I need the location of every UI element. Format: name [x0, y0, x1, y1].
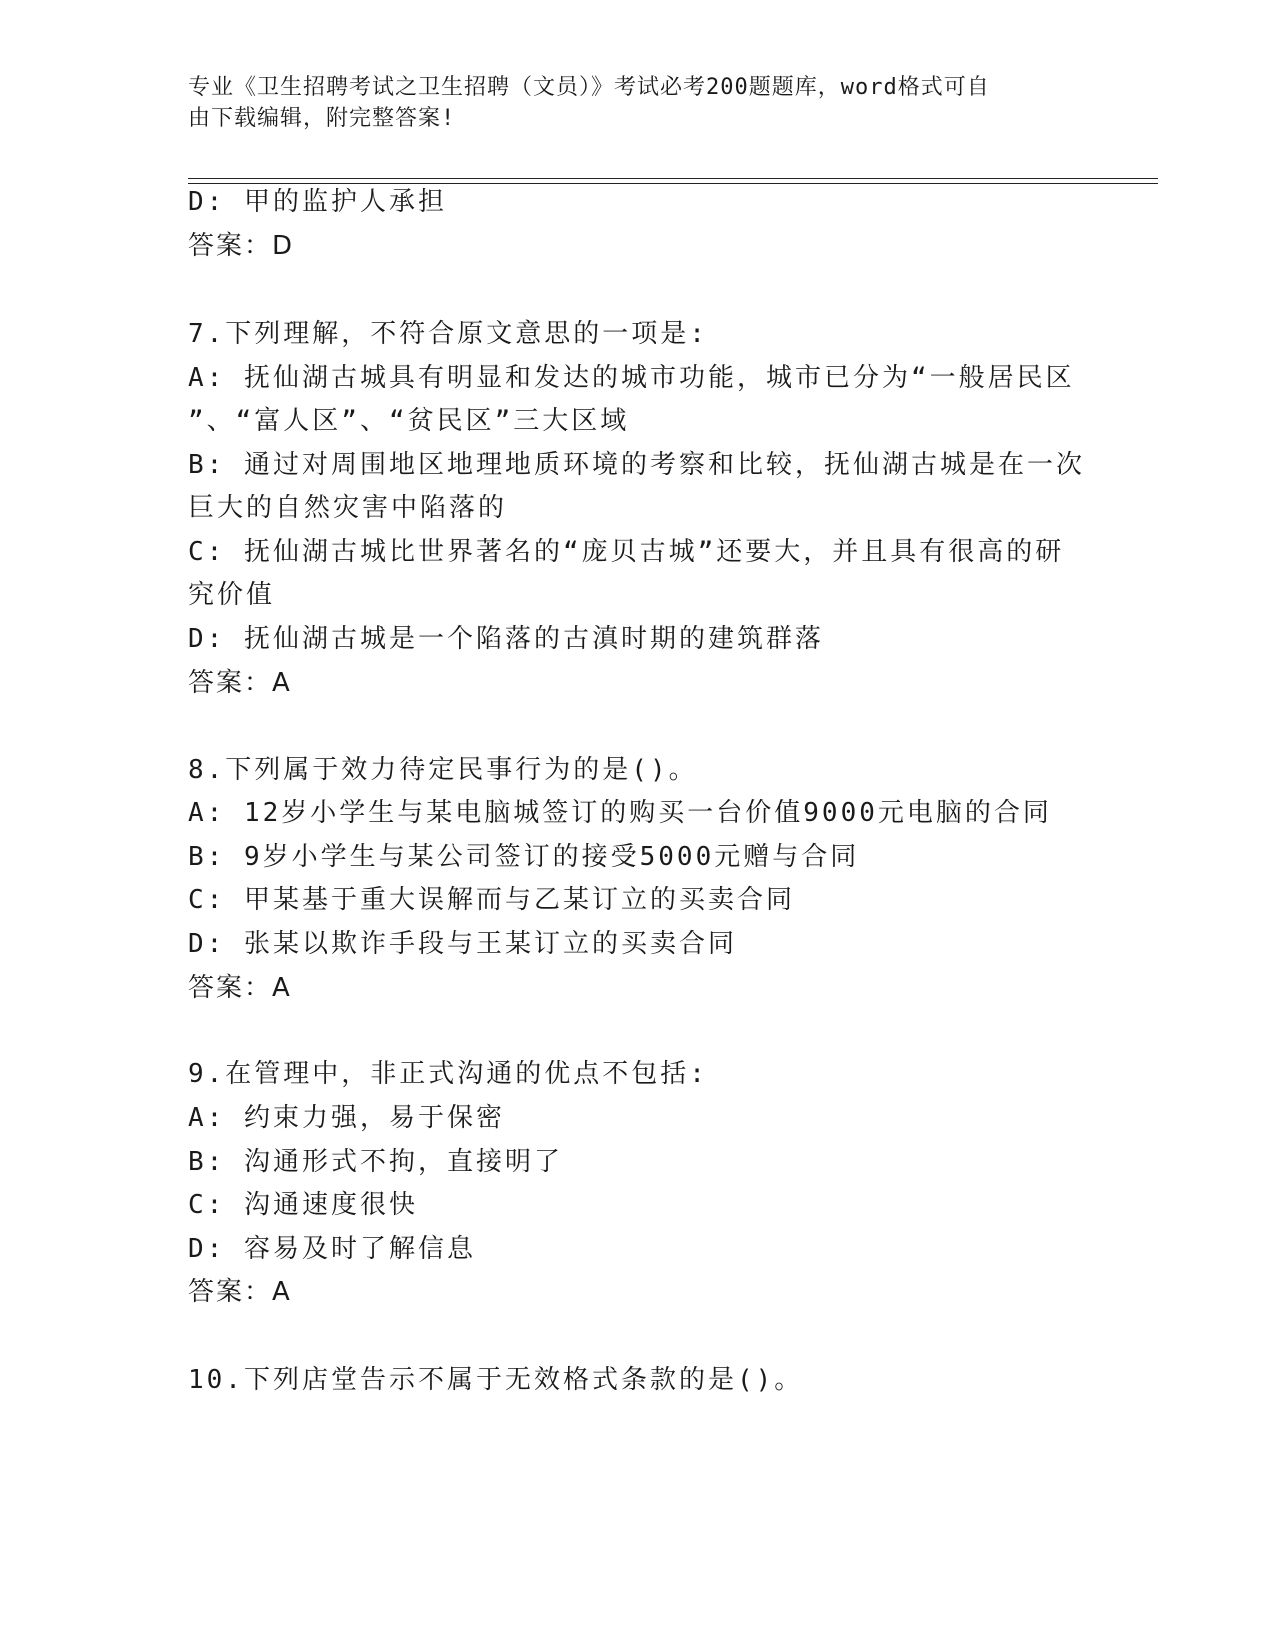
header-line-2: 由下载编辑，附完整答案!: [188, 106, 456, 131]
document-header: [188, 72, 1068, 134]
q9-option-c: C: 沟通速度很快: [188, 1190, 418, 1220]
q8-option-d: D: 张某以欺诈手段与王某订立的买卖合同: [188, 929, 737, 959]
q7-option-b-line-1: B: 通过对周围地区地理地质环境的考察和比较，抚仙湖古城是在一次: [188, 450, 1085, 480]
q8-answer: 答案：A: [188, 973, 292, 1003]
q7-option-c-line-2: 究价值: [188, 580, 276, 610]
q7-option-c-line-1: C: 抚仙湖古城比世界著名的“庞贝古城”还要大，并且具有很高的研: [188, 537, 1065, 567]
q7-question: 7.下列理解，不符合原文意思的一项是:: [188, 319, 708, 349]
q7-option-b-line-2: 巨大的自然灾害中陷落的: [188, 493, 508, 523]
header-line-1: 专业《卫生招聘考试之卫生招聘（文员）》考试必考200题题库，word格式可自: [188, 75, 990, 100]
q7-option-a-line-1: A: 抚仙湖古城具有明显和发达的城市功能，城市已分为“一般居民区: [188, 363, 1075, 393]
q7-answer: 答案：A: [188, 668, 292, 698]
q9-question: 9.在管理中，非正式沟通的优点不包括:: [188, 1059, 708, 1089]
q9-option-b: B: 沟通形式不拘，直接明了: [188, 1147, 563, 1177]
q9-option-d: D: 容易及时了解信息: [188, 1234, 476, 1264]
q7-option-a-line-2: ”、“富人区”、“贫民区”三大区域: [188, 406, 630, 436]
q6-option-d: D: 甲的监护人承担: [188, 187, 447, 217]
q9-option-a: A: 约束力强，易于保密: [188, 1103, 505, 1133]
q8-option-a: A: 12岁小学生与某电脑城签订的购买一台价值9000元电脑的合同: [188, 798, 1052, 828]
q9-answer: 答案：A: [188, 1277, 292, 1307]
q7-option-d: D: 抚仙湖古城是一个陷落的古滇时期的建筑群落: [188, 624, 824, 654]
q6-answer: 答案：D: [188, 231, 295, 261]
q8-option-b: B: 9岁小学生与某公司签订的接受5000元赠与合同: [188, 842, 860, 872]
q8-question: 8.下列属于效力待定民事行为的是()。: [188, 755, 698, 785]
header-divider-bottom: [188, 183, 1158, 184]
q8-option-c: C: 甲某基于重大误解而与乙某订立的买卖合同: [188, 885, 795, 915]
header-divider-top: [188, 178, 1158, 179]
q10-question: 10.下列店堂告示不属于无效格式条款的是()。: [188, 1365, 804, 1395]
